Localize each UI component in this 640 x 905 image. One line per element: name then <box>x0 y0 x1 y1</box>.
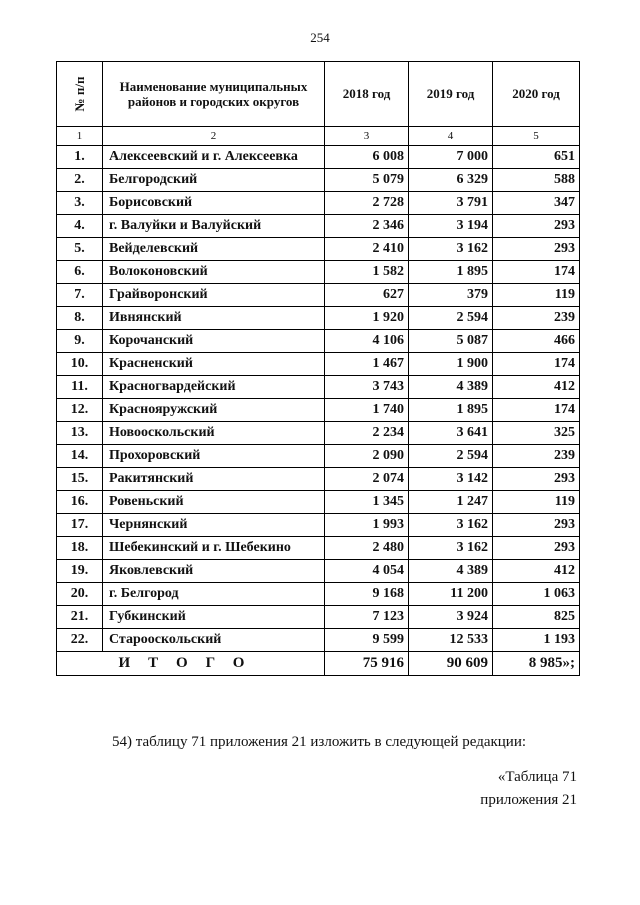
row-num: 9. <box>57 330 103 353</box>
row-name: Борисовский <box>103 192 325 215</box>
row-2018: 7 123 <box>325 606 409 629</box>
row-2018: 2 728 <box>325 192 409 215</box>
table-row <box>57 307 580 330</box>
total-row <box>57 652 580 676</box>
row-2018: 1 582 <box>325 261 409 284</box>
row-2018: 2 410 <box>325 238 409 261</box>
row-name: Волоконовский <box>103 261 325 284</box>
row-name: Ровеньский <box>103 491 325 514</box>
row-name: Белгородский <box>103 169 325 192</box>
row-name: Прохоровский <box>103 445 325 468</box>
table-row <box>57 238 580 261</box>
instruction-paragraph: 54) таблицу 71 приложения 21 изложить в следующей редакции: <box>112 734 527 750</box>
row-2019: 3 142 <box>409 468 493 491</box>
row-num: 3. <box>57 192 103 215</box>
total-2020: 8 985»; <box>493 652 580 676</box>
table-row <box>57 537 580 560</box>
row-num: 13. <box>57 422 103 445</box>
table-row <box>57 514 580 537</box>
row-2019: 7 000 <box>409 146 493 169</box>
row-name: Красненский <box>103 353 325 376</box>
table-row <box>57 399 580 422</box>
table-reference-line1: «Таблица 71 <box>497 769 577 785</box>
column-index: 1 <box>57 127 103 146</box>
row-2020: 347 <box>493 192 580 215</box>
row-num: 21. <box>57 606 103 629</box>
row-name: Корочанский <box>103 330 325 353</box>
row-2019: 4 389 <box>409 560 493 583</box>
row-2018: 9 599 <box>325 629 409 652</box>
row-2018: 6 008 <box>325 146 409 169</box>
total-2018: 75 916 <box>325 652 409 676</box>
row-num: 1. <box>57 146 103 169</box>
row-2020: 466 <box>493 330 580 353</box>
row-num: 8. <box>57 307 103 330</box>
row-num: 10. <box>57 353 103 376</box>
table-row <box>57 376 580 399</box>
table-row <box>57 353 580 376</box>
row-2019: 1 900 <box>409 353 493 376</box>
table-reference-line2: приложения 21 <box>480 792 577 808</box>
row-2019: 379 <box>409 284 493 307</box>
row-2018: 2 234 <box>325 422 409 445</box>
row-num: 6. <box>57 261 103 284</box>
table-row <box>57 330 580 353</box>
page-number: 254 <box>310 30 330 45</box>
row-2020: 174 <box>493 399 580 422</box>
header-2020: 2020 год <box>493 62 580 127</box>
header-2019: 2019 год <box>409 62 493 127</box>
row-num: 11. <box>57 376 103 399</box>
row-2020: 1 063 <box>493 583 580 606</box>
table-row <box>57 583 580 606</box>
table-header-row <box>57 62 580 127</box>
row-name: Грайворонский <box>103 284 325 307</box>
row-2018: 1 467 <box>325 353 409 376</box>
row-num: 16. <box>57 491 103 514</box>
row-2020: 119 <box>493 491 580 514</box>
table-row <box>57 445 580 468</box>
row-name: Вейделевский <box>103 238 325 261</box>
row-num: 20. <box>57 583 103 606</box>
table-row <box>57 192 580 215</box>
row-2018: 9 168 <box>325 583 409 606</box>
row-name: Шебекинский и г. Шебекино <box>103 537 325 560</box>
row-name: Ивнянский <box>103 307 325 330</box>
row-2019: 6 329 <box>409 169 493 192</box>
row-2018: 2 090 <box>325 445 409 468</box>
row-num: 22. <box>57 629 103 652</box>
row-num: 19. <box>57 560 103 583</box>
row-num: 18. <box>57 537 103 560</box>
row-2020: 239 <box>493 445 580 468</box>
row-2020: 825 <box>493 606 580 629</box>
row-name: Алексеевский и г. Алексеевка <box>103 146 325 169</box>
row-num: 5. <box>57 238 103 261</box>
row-num: 2. <box>57 169 103 192</box>
table-row <box>57 468 580 491</box>
row-2020: 293 <box>493 537 580 560</box>
total-label: ИТОГО <box>57 652 325 676</box>
column-index-row <box>57 127 580 146</box>
row-2020: 174 <box>493 353 580 376</box>
table-row <box>57 146 580 169</box>
row-2020: 293 <box>493 238 580 261</box>
row-2018: 4 106 <box>325 330 409 353</box>
row-2019: 5 087 <box>409 330 493 353</box>
table-body <box>57 146 580 652</box>
row-2018: 3 743 <box>325 376 409 399</box>
row-2019: 1 247 <box>409 491 493 514</box>
row-2019: 3 162 <box>409 537 493 560</box>
row-num: 17. <box>57 514 103 537</box>
table-row <box>57 629 580 652</box>
row-2018: 2 480 <box>325 537 409 560</box>
table-row <box>57 169 580 192</box>
row-name: Губкинский <box>103 606 325 629</box>
row-2019: 2 594 <box>409 445 493 468</box>
column-index: 2 <box>103 127 325 146</box>
table-row <box>57 284 580 307</box>
row-2018: 1 740 <box>325 399 409 422</box>
table-row <box>57 491 580 514</box>
row-num: 14. <box>57 445 103 468</box>
row-2019: 3 194 <box>409 215 493 238</box>
header-name: Наименование муниципальных районов и городских округов <box>103 62 325 127</box>
table-row <box>57 560 580 583</box>
row-2019: 3 924 <box>409 606 493 629</box>
row-2020: 293 <box>493 514 580 537</box>
row-num: 12. <box>57 399 103 422</box>
row-name: Ракитянский <box>103 468 325 491</box>
row-2019: 11 200 <box>409 583 493 606</box>
table-row <box>57 422 580 445</box>
row-2020: 412 <box>493 560 580 583</box>
column-index: 3 <box>325 127 409 146</box>
row-name: Чернянский <box>103 514 325 537</box>
row-name: Яковлевский <box>103 560 325 583</box>
budget-table <box>56 61 580 676</box>
row-2019: 3 162 <box>409 514 493 537</box>
row-name: г. Белгород <box>103 583 325 606</box>
row-2019: 3 162 <box>409 238 493 261</box>
header-num-label: № п/п <box>71 76 87 112</box>
row-2019: 12 533 <box>409 629 493 652</box>
row-2019: 1 895 <box>409 261 493 284</box>
row-2020: 293 <box>493 468 580 491</box>
row-2020: 239 <box>493 307 580 330</box>
row-name: Краснояружский <box>103 399 325 422</box>
row-2018: 1 345 <box>325 491 409 514</box>
total-2019: 90 609 <box>409 652 493 676</box>
row-2020: 588 <box>493 169 580 192</box>
row-2019: 3 641 <box>409 422 493 445</box>
row-2019: 2 594 <box>409 307 493 330</box>
row-2018: 1 920 <box>325 307 409 330</box>
table-row <box>57 261 580 284</box>
column-index: 5 <box>493 127 580 146</box>
row-name: Новооскольский <box>103 422 325 445</box>
row-2018: 2 074 <box>325 468 409 491</box>
row-2018: 1 993 <box>325 514 409 537</box>
row-name: Старооскольский <box>103 629 325 652</box>
row-2020: 325 <box>493 422 580 445</box>
row-2019: 4 389 <box>409 376 493 399</box>
row-2018: 4 054 <box>325 560 409 583</box>
row-2020: 1 193 <box>493 629 580 652</box>
column-index: 4 <box>409 127 493 146</box>
row-2020: 119 <box>493 284 580 307</box>
row-2020: 651 <box>493 146 580 169</box>
header-2018: 2018 год <box>325 62 409 127</box>
row-num: 15. <box>57 468 103 491</box>
header-num <box>57 62 103 127</box>
row-2019: 1 895 <box>409 399 493 422</box>
row-2020: 412 <box>493 376 580 399</box>
row-2019: 3 791 <box>409 192 493 215</box>
row-2018: 5 079 <box>325 169 409 192</box>
row-2020: 293 <box>493 215 580 238</box>
table-row <box>57 215 580 238</box>
row-2018: 2 346 <box>325 215 409 238</box>
row-num: 4. <box>57 215 103 238</box>
row-name: г. Валуйки и Валуйский <box>103 215 325 238</box>
table-row <box>57 606 580 629</box>
row-2020: 174 <box>493 261 580 284</box>
row-2018: 627 <box>325 284 409 307</box>
row-name: Красногвардейский <box>103 376 325 399</box>
row-num: 7. <box>57 284 103 307</box>
